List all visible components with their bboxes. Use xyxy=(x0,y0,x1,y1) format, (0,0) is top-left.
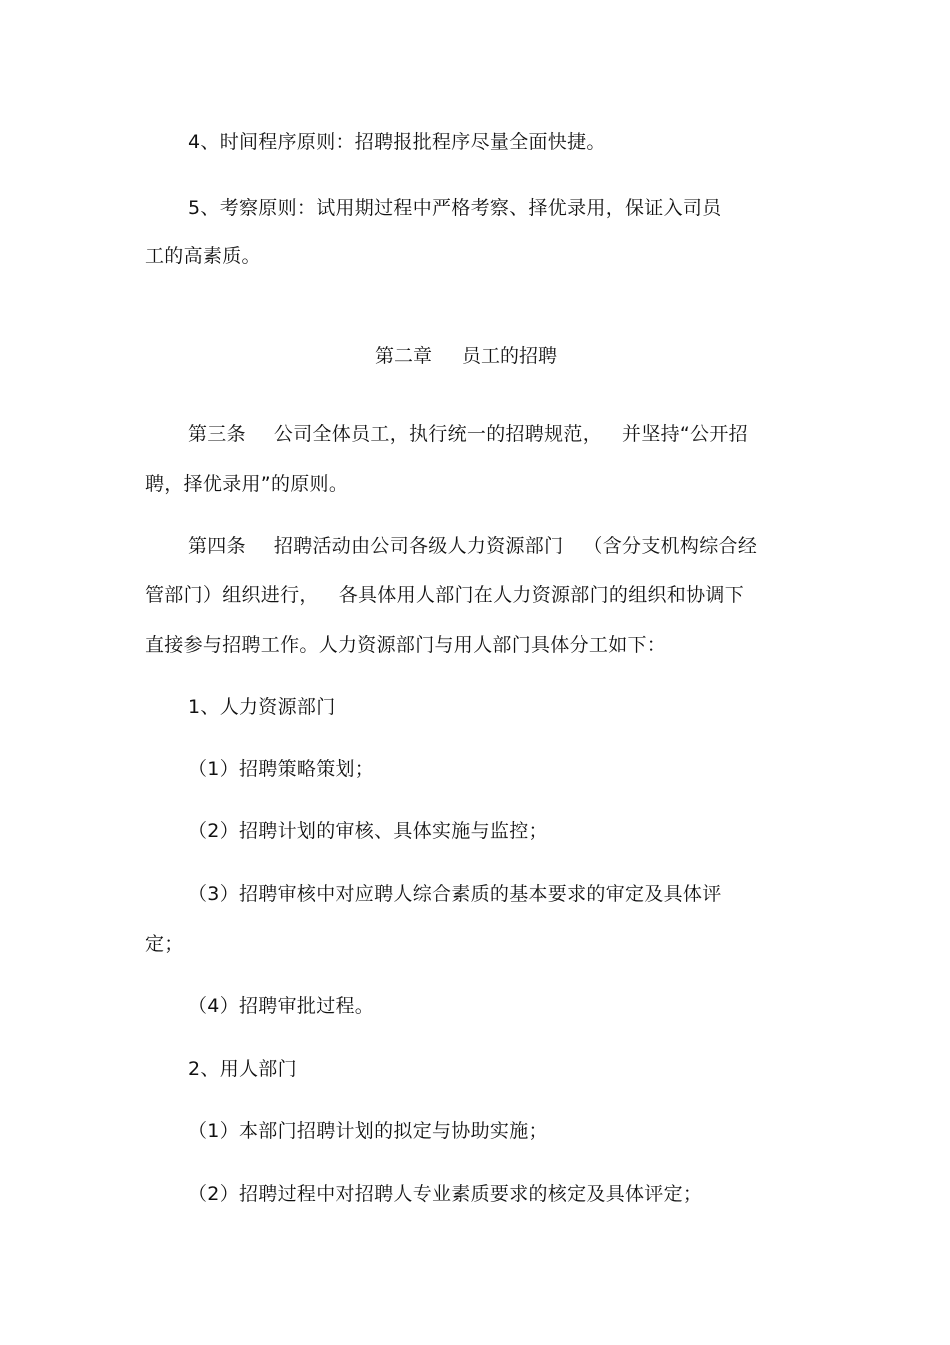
chapter-title: 员工的招聘 xyxy=(462,345,558,367)
hr-item-3-line-1: （3）招聘审核中对应聘人综合素质的基本要求的审定及具体评 xyxy=(188,883,722,905)
article-3-line-1 xyxy=(188,422,748,446)
hr-item-3-line-2: 定； xyxy=(145,933,184,955)
user-dept-heading: 2、用人部门 xyxy=(188,1058,297,1080)
article-4-line-3: 直接参与招聘工作。人力资源部门与用人部门具体分工如下： xyxy=(145,634,667,656)
chapter-heading xyxy=(375,344,557,368)
article-4-text-b: （含分支机构综合经 xyxy=(583,535,758,557)
article-4-line-1 xyxy=(188,534,757,558)
user-dept-item-2: （2）招聘过程中对招聘人专业素质要求的核定及具体评定； xyxy=(188,1183,703,1205)
principle-5-line-1: 5、考察原则：试用期过程中严格考察、择优录用，保证入司员 xyxy=(188,197,722,219)
article-4-line-2-b: 各具体用人部门在人力资源部门的组织和协调下 xyxy=(338,584,745,606)
hr-dept-heading: 1、人力资源部门 xyxy=(188,696,336,718)
article-4-line-2 xyxy=(145,583,744,607)
hr-item-4: （4）招聘审批过程。 xyxy=(188,995,375,1017)
article-3-text-b: 并坚持“公开招 xyxy=(622,423,748,445)
chapter-number: 第二章 xyxy=(375,345,433,367)
principle-5-line-2: 工的高素质。 xyxy=(145,245,261,267)
article-4-label: 第四条 xyxy=(188,535,246,557)
article-4-text-a: 招聘活动由公司各级人力资源部门 xyxy=(273,535,564,557)
principle-4: 4、时间程序原则：招聘报批程序尽量全面快捷。 xyxy=(188,131,606,153)
user-dept-item-1: （1）本部门招聘计划的拟定与协助实施； xyxy=(188,1120,548,1142)
article-4-line-2-a: 管部门）组织进行， xyxy=(145,584,319,606)
hr-item-2: （2）招聘计划的审核、具体实施与监控； xyxy=(188,820,548,842)
article-3-line-2: 聘，择优录用”的原则。 xyxy=(145,473,349,495)
article-3-text-a: 公司全体员工，执行统一的招聘规范， xyxy=(273,423,603,445)
hr-item-1: （1）招聘策略策划； xyxy=(188,758,375,780)
article-3-label: 第三条 xyxy=(188,423,246,445)
